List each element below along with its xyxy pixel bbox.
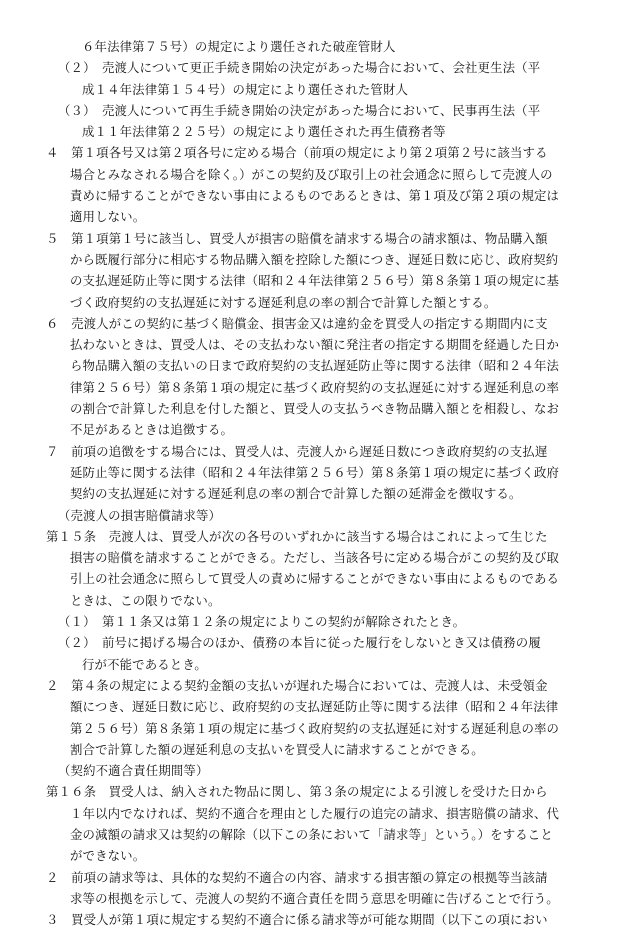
section-heading: （売渡人の損害賠償請求等） xyxy=(58,507,222,523)
text-line: １年以内でなければ、契約不適合を理由とした履行の追完の請求、損害賠償の請求、代 xyxy=(70,805,560,821)
text-line: ７ 前項の追徴をする場合には、買受人は、売渡人から遅延日数につき政府契約の支払遅 xyxy=(46,443,548,459)
text-line: 延防止等に関する法律（昭和２４年法律第２５６号）第８条第１項の規定に基づく政府 xyxy=(70,464,560,480)
text-line: 第２５６号）第８条第１項の規定に基づく政府契約の支払遅延に対する遅延利息の率の xyxy=(70,720,560,736)
text-line: 引上の社会通念に照らして買受人の責めに帰することができない事由によるものである xyxy=(70,571,560,587)
text-line: の支払遅延防止等に関する法律（昭和２４年法律第２５６号）第８条第１項の規定に基 xyxy=(70,273,560,289)
text-line: ができない。 xyxy=(70,848,146,864)
text-line: ５ 第１項第１号に該当し、買受人が損害の賠償を請求する場合の請求額は、物品購入額 xyxy=(46,230,548,246)
text-line: 場合とみなされる場合を除く。）がこの契約及び取引上の社会通念に照らして売渡人の xyxy=(70,166,553,182)
text-line: ２ 前項の請求等は、具体的な契約不適合の内容、請求する損害額の算定の根拠等当該請 xyxy=(46,869,548,885)
text-line: の割合で計算した利息を付した額と、買受人の支払うべき物品購入額とを相殺し、なお xyxy=(70,401,560,417)
text-line: 適用しない。 xyxy=(70,209,146,225)
text-line: 成１１年法律第２２５号）の規定により選任された再生債務者等 xyxy=(82,124,446,140)
text-line: ４ 第１項各号又は第２項各号に定める場合（前項の規定により第２項第２号に該当する xyxy=(46,145,548,161)
text-line: 第１６条 買受人は、納入された物品に関し、第３条の規定による引渡しを受けた日から xyxy=(46,784,548,800)
text-line: 金の減額の請求又は契約の解除（以下この条において「請求等」という。）をすること xyxy=(70,826,553,842)
text-line: 契約の支払遅延に対する遅延利息の率の割合で計算した額の延滞金を徴収する。 xyxy=(70,486,522,502)
text-line: 成１４年法律第１５４号）の規定により選任された管財人 xyxy=(82,81,409,97)
text-line: （３） 売渡人について再生手続き開始の決定があった場合において、民事再生法（平 xyxy=(58,102,541,118)
text-line: 額につき、遅延日数に応じ、政府契約の支払遅延防止等に関する法律（昭和２４年法律 xyxy=(70,699,559,715)
text-line: 第１５条 売渡人は、買受人が次の各号のいずれかに該当する場合はこれによって生じた xyxy=(46,528,548,544)
text-line: ら物品購入額の支払いの日まで政府契約の支払遅延防止等に関する法律（昭和２４年法 xyxy=(70,358,560,374)
text-line: 割合で計算した額の遅延利息の支払いを買受人に請求することができる。 xyxy=(70,741,484,757)
text-line: 責めに帰することができない事由によるものであるときは、第１項及び第２項の規定は xyxy=(70,188,560,204)
text-line: から既履行部分に相応する物品購入額を控除した額につき、遅延日数に応じ、政府契約 xyxy=(70,251,559,267)
text-line: づく政府契約の支払遅延に対する遅延利息の率の割合で計算した額とする。 xyxy=(70,294,497,310)
text-line: ６年法律第７５号）の規定により選任された破産管財人 xyxy=(82,39,396,54)
text-line: 損害の賠償を請求することができる。ただし、当該各号に定める場合がこの契約及び取 xyxy=(70,550,560,566)
text-line: ときは、この限りでない。 xyxy=(70,592,221,608)
section-heading: （契約不適合責任期間等） xyxy=(58,763,209,779)
text-line: ３ 買受人が第１項に規定する契約不適合に係る請求等が可能な期間（以下この項におい xyxy=(46,912,548,928)
text-line: ２ 第４条の規定による契約金額の支払いが遅れた場合においては、売渡人は、未受領金 xyxy=(46,677,548,693)
text-line: ６ 売渡人がこの契約に基づく賠償金、損害金又は違約金を買受人の指定する期間内に支 xyxy=(46,315,548,331)
text-line: 律第２５６号）第８条第１項の規定に基づく政府契約の支払遅延に対する遅延利息の率 xyxy=(70,379,560,395)
text-line: 不足があるときは追徴する。 xyxy=(70,422,234,438)
text-line: （１） 第１１条又は第１２条の規定によりこの契約が解除されたとき。 xyxy=(58,614,466,630)
text-line: 払わないときは、買受人は、その支払わない額に発注者の指定する期間を経過した日か xyxy=(70,337,560,353)
text-line: 行が不能であるとき。 xyxy=(82,656,207,672)
text-line: （２） 売渡人について更正手続き開始の決定があった場合において、会社更生法（平 xyxy=(58,60,541,76)
text-line: （２） 前号に掲げる場合のほか、債務の本旨に従った履行をしないとき又は債務の履 xyxy=(58,635,541,651)
document-page xyxy=(46,36,586,930)
text-line: 求等の根拠を示して、売渡人の契約不適合責任を問う意思を明確に告げることで行う。 xyxy=(70,890,559,906)
